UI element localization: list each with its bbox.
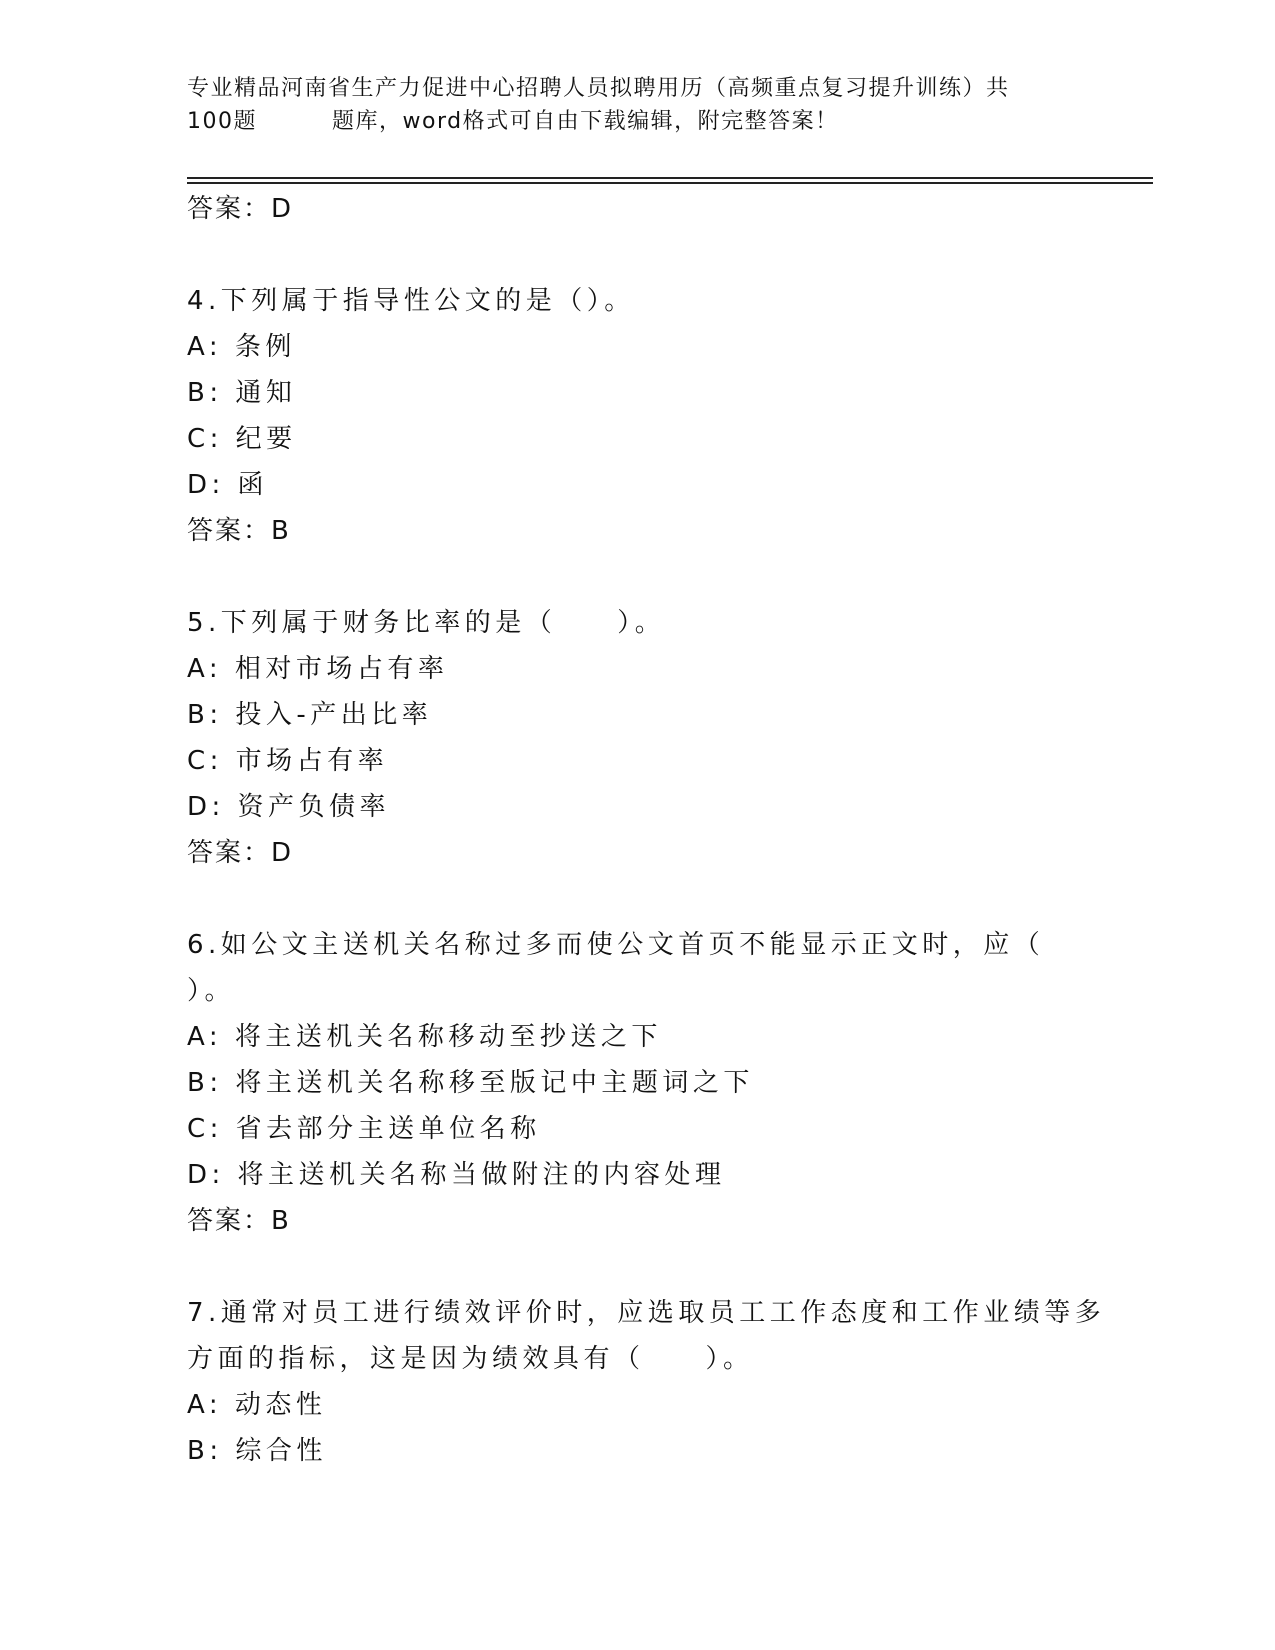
- header-rule-bottom: [187, 182, 1153, 184]
- option-a: A: 相对市场占有率: [187, 654, 449, 684]
- header-line-1: 专业精品河南省生产力促进中心招聘人员拟聘用历（高频重点复习提升训练）共: [187, 76, 1010, 101]
- option-a: A: 条例: [187, 332, 296, 362]
- option-a: A: 动态性: [187, 1390, 327, 1420]
- question-5: [187, 600, 1087, 876]
- option-c: C: 纪要: [187, 424, 297, 454]
- header-rule-top: [187, 177, 1153, 179]
- option-c: C: 市场占有率: [187, 746, 389, 776]
- option-b: B: 投入-产出比率: [187, 700, 433, 730]
- question-stem: 5.下列属于财务比率的是（ ）。: [187, 608, 666, 638]
- option-b: B: 通知: [187, 378, 297, 408]
- question-stem-line-1: 7.通常对员工进行绩效评价时，应选取员工工作态度和工作业绩等多: [187, 1298, 1106, 1328]
- header-line-2: [187, 105, 1087, 138]
- answer-line: 答案：D: [187, 194, 294, 224]
- option-b: B: 将主送机关名称移至版记中主题词之下: [187, 1068, 754, 1098]
- question-list: [187, 186, 1106, 1474]
- question-stem-line-2: ）。: [187, 976, 236, 1006]
- header-count: 100题: [187, 109, 257, 134]
- option-a: A: 将主送机关名称移动至抄送之下: [187, 1022, 662, 1052]
- question-stem-line-2: 方面的指标，这是因为绩效具有（ ）。: [187, 1344, 754, 1374]
- option-d: D: 函: [187, 470, 269, 500]
- question-stem: 4.下列属于指导性公文的是（）。: [187, 286, 635, 316]
- answer-line: 答案：B: [187, 1206, 291, 1236]
- question-7: [187, 1290, 1106, 1474]
- answer-line: 答案：D: [187, 838, 294, 868]
- option-b: B: 综合性: [187, 1436, 327, 1466]
- question-6: [187, 922, 1087, 1244]
- option-c: C: 省去部分主送单位名称: [187, 1114, 541, 1144]
- answer-line: 答案：B: [187, 516, 291, 546]
- header-description: 题库，word格式可自由下载编辑，附完整答案！: [332, 109, 839, 134]
- option-d: D: 资产负债率: [187, 792, 391, 822]
- document-header: [187, 72, 1087, 138]
- question-stem-line-1: 6.如公文主送机关名称过多而使公文首页不能显示正文时，应（: [187, 930, 1045, 960]
- question-4: [187, 278, 1087, 554]
- option-d: D: 将主送机关名称当做附注的内容处理: [187, 1160, 726, 1190]
